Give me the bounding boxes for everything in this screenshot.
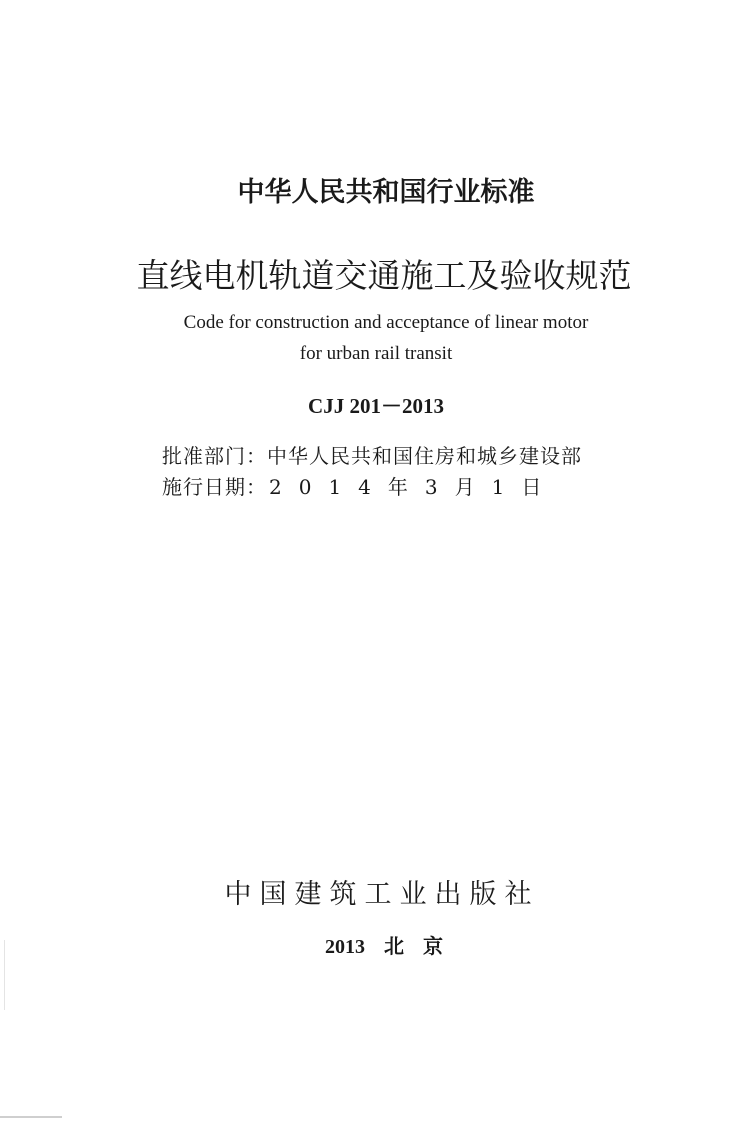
approval-label: 批准部门： bbox=[162, 444, 267, 468]
standard-code: CJJ 201－2013 bbox=[308, 394, 444, 418]
effective-value: 2014年3月1日 bbox=[269, 475, 559, 499]
publish-year-place: 2013 北 京 bbox=[325, 936, 443, 958]
effective-date bbox=[162, 471, 558, 500]
standard-category: 中华人民共和国行业标准 bbox=[237, 177, 535, 208]
title-english-line-2: for urban rail transit bbox=[299, 343, 453, 364]
effective-label: 施行日期： bbox=[162, 475, 267, 499]
scan-edge-mark bbox=[0, 1116, 62, 1118]
publisher-name: 中国建筑工业出版社 bbox=[224, 879, 540, 910]
title-chinese: 直线电机轨道交通施工及验收规范 bbox=[136, 256, 632, 295]
title-english-line-1: Code for construction and acceptance of linear motor bbox=[183, 312, 589, 333]
approval-department bbox=[162, 440, 582, 469]
approval-value: 中华人民共和国住房和城乡建设部 bbox=[267, 444, 582, 468]
scan-edge-shadow bbox=[4, 940, 5, 1010]
